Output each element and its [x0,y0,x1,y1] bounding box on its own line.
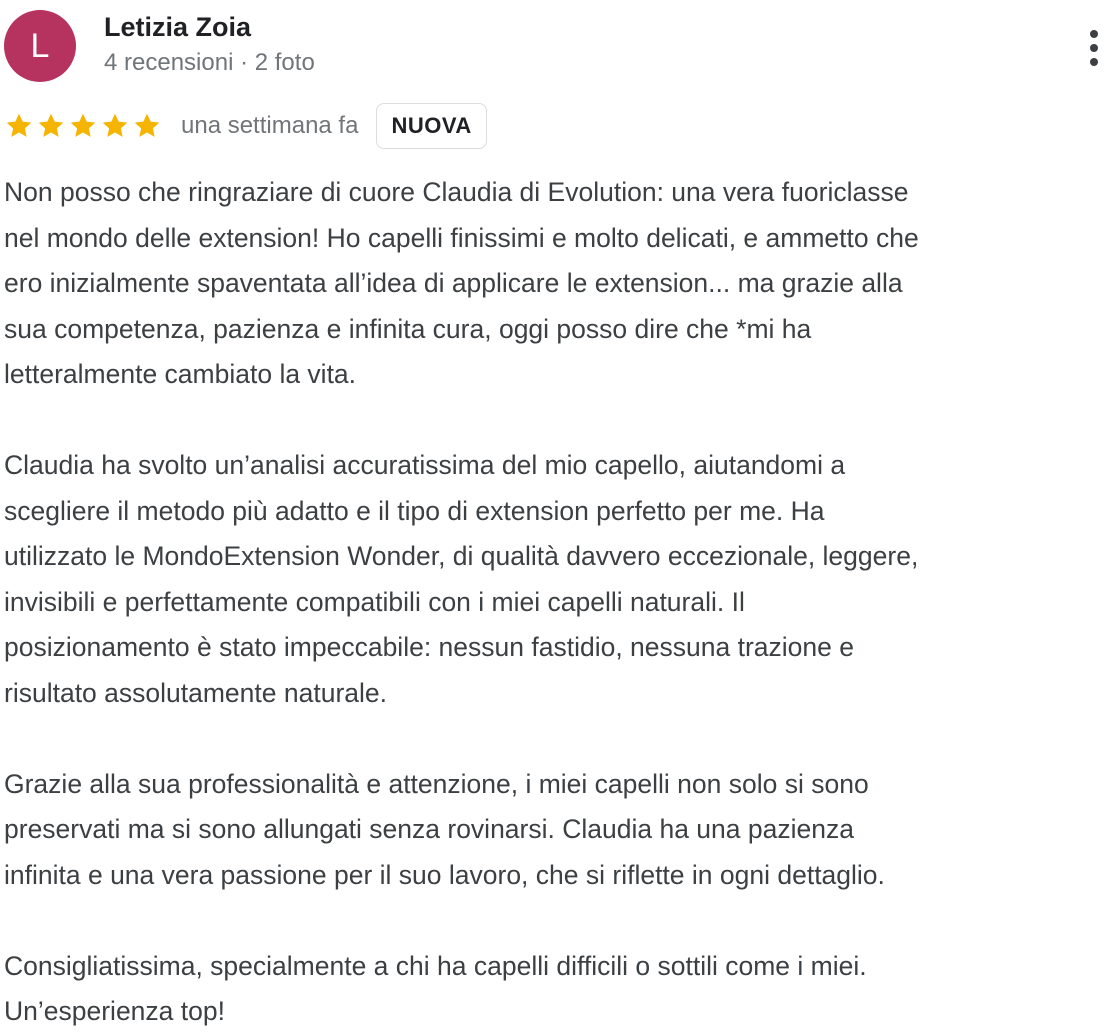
more-vert-icon-dot [1090,44,1098,52]
more-vert-icon-dot [1090,58,1098,66]
star-icon [36,111,66,141]
review-paragraph: Claudia ha svolto un’analisi accuratissima del mio capello, aiutandomi a scegliere il metodo più adatto e il tipo di extension perfetto per me. Ha utilizzato le MondoExtension Wonder, di qualità davvero eccezionale, leggere, invisibili e perfettamente compatibili con i miei capelli naturali. Il posizionamento è stato impeccabile: nessun fastidio, nessuna trazione e risultato assolutamente naturale. [4,450,919,708]
star-icon [4,111,34,141]
more-vert-icon [1090,30,1098,38]
reviewer-meta: 4 recensioni · 2 foto [104,49,315,76]
star-icon [100,111,130,141]
review-paragraph: Non posso che ringraziare di cuore Claudia di Evolution: una vera fuoriclasse nel mondo delle extension! Ho capelli finissimi e molto delicati, e ammetto che ero inizialmente spaventata all’idea di applicare le extension... ma grazie alla sua competenza, pazienza e infinita cura, oggi posso dire che *mi ha letteralmente cambiato la vita. [4,177,919,389]
rating-row [4,102,487,150]
review-text [4,170,1114,1035]
star-icon [68,111,98,141]
star-rating [4,111,162,141]
more-options-button[interactable] [1076,24,1112,72]
review-paragraph: Grazie alla sua professionalità e attenzione, i miei capelli non solo si sono preservati ma si sono allungati senza rovinarsi. Claudia ha una pazienza infinita e una vera passione per il suo lavoro, che si riflette in ogni dettaglio. [4,768,885,890]
new-badge: NUOVA [376,103,486,149]
star-icon [132,111,162,141]
reviewer-name[interactable]: Letizia Zoia [104,12,252,42]
avatar[interactable]: L [4,10,76,82]
review-paragraph: Consigliatissima, specialmente a chi ha capelli difficili o sottili come i miei. Un’esperienza top! [4,950,867,1026]
review-date: una settimana fa [181,112,359,139]
